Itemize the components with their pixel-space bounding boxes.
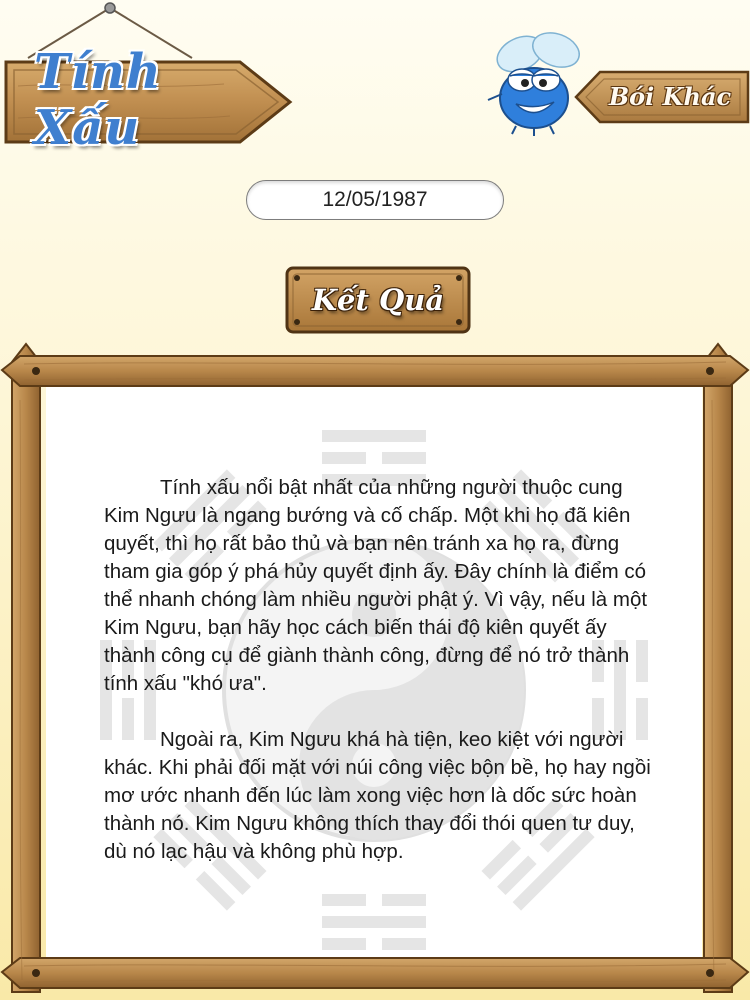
birthdate-field[interactable]: 12/05/1987 xyxy=(246,180,504,220)
wooden-frame xyxy=(0,340,750,1000)
page-title: Tính Xấu xyxy=(34,44,162,156)
other-fortune-label[interactable]: Bói Khác xyxy=(608,81,732,111)
fly-mascot-icon xyxy=(478,28,588,138)
result-button-label[interactable]: Kết Quả xyxy=(311,283,445,317)
result-paragraph-1: Tính xấu nổi bật nhất của những người thuộc cung Kim Ngưu là ngang bướng và cố chấp. Một khi họ đã kiên quyết, thì họ rất bảo thủ và bạn nên tránh xa họ ra, đừng tham gia góp ý phá hủy quyết định ấy. Đây chính là điểm có thể nhanh chóng làm nhiều người phật ý. Vì vậy, nếu là một Kim Ngưu, bạn hãy học cách biến thái độ kiên quyết ấy thành công cụ để giành thành công, đừng để nó trở thành tính xấu "khó ưa". xyxy=(104,476,648,695)
result-paragraph-2: Ngoài ra, Kim Ngưu khá hà tiện, keo kiệt với người khác. Khi phải đối mặt với núi công việc bộn bề, họ hay ngồi mơ ước nhanh đến lúc làm xong việc hơn là dốc sức hoàn thành nó. Kim Ngưu không thích thay đổi thói quen tư duy, dù nó lạc hậu và không phù hợp. xyxy=(104,728,651,863)
